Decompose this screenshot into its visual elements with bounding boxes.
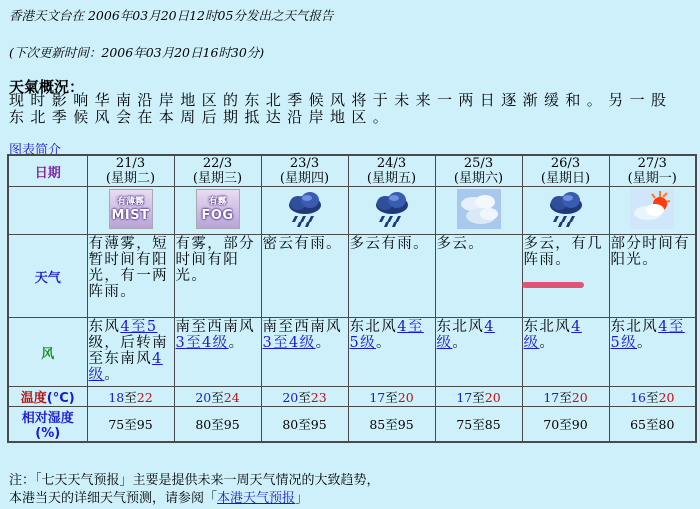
- max-humidity: 95: [136, 417, 153, 432]
- range-sep: 至: [211, 417, 224, 432]
- fog-icon: [196, 189, 240, 229]
- min-humidity: 80: [282, 417, 299, 432]
- min-temp: 17: [456, 389, 473, 405]
- weekday-text: (星期三): [192, 171, 243, 186]
- weather-description: [435, 235, 522, 318]
- wind-force-link[interactable]: 4级: [523, 319, 582, 351]
- range-sep: 至: [124, 417, 137, 432]
- range-sep: 至: [211, 389, 224, 405]
- range-sep: 至: [559, 417, 572, 432]
- wind-description: [435, 318, 522, 387]
- day-header-27-3: [609, 155, 696, 187]
- temperature-row-label: 温度(°C): [8, 387, 87, 407]
- temperature-row: [8, 387, 696, 407]
- weather-description: [348, 235, 435, 318]
- weather-description: [87, 235, 174, 318]
- min-temp: 18: [108, 389, 125, 405]
- report-issue-time: 香港天文台在 2006年03月20日12时05分发出之天气报告: [9, 8, 334, 23]
- weather-text: 有薄雾，短暂时间有阳光，有一两阵雨。: [88, 236, 168, 300]
- max-temp: 24: [223, 389, 240, 405]
- icon-label-zh: 有霧: [208, 196, 227, 207]
- max-humidity: 85: [484, 417, 501, 432]
- wind-force-link[interactable]: 4级: [436, 319, 495, 351]
- mist-icon: [109, 189, 153, 229]
- weather-description: [522, 235, 609, 318]
- cloudy-icon: [457, 189, 501, 229]
- sunny-periods-icon: [630, 189, 674, 229]
- date-text: 25/3: [463, 156, 494, 171]
- range-sep: 至: [385, 417, 398, 432]
- weekday-text: (星期四): [279, 171, 330, 186]
- range-sep: 至: [385, 389, 398, 405]
- weather-text: 多云有雨。: [349, 236, 429, 252]
- min-humidity: 75: [456, 417, 473, 432]
- date-text: 27/3: [637, 156, 667, 171]
- min-temp: 20: [282, 389, 299, 405]
- weather-icon-cell: [87, 187, 174, 235]
- weather-icon-cell: [261, 187, 348, 235]
- max-humidity: 90: [571, 417, 588, 432]
- temperature-range: [87, 387, 174, 407]
- wind-direction: 南至西南风: [175, 319, 255, 335]
- range-sep: 至: [298, 417, 311, 432]
- range-sep: 至: [472, 389, 485, 405]
- temperature-range: [522, 387, 609, 407]
- date-text: 23/3: [289, 156, 320, 171]
- min-humidity: 85: [369, 417, 386, 432]
- icon-row: [8, 187, 696, 235]
- temperature-range: [609, 387, 696, 407]
- max-temp: 20: [397, 389, 414, 405]
- wind-text: 。: [637, 335, 653, 351]
- wind-direction: 东北风: [349, 319, 398, 335]
- day-header-24-3: [348, 155, 435, 187]
- humidity-range: [87, 407, 174, 443]
- wind-text: 。: [539, 335, 556, 351]
- min-temp: 20: [195, 389, 212, 405]
- humidity-row-label: 相对湿度 (%): [8, 407, 87, 443]
- wind-force-link[interactable]: 4级: [88, 351, 163, 383]
- overview-title: 天氣概況：: [9, 78, 85, 96]
- max-humidity: 95: [223, 417, 240, 432]
- min-temp: 16: [630, 389, 646, 405]
- range-sep: 至: [559, 389, 572, 405]
- wind-direction: 东风: [88, 319, 121, 335]
- range-sep: 至: [645, 389, 659, 405]
- day-header-22-3: [174, 155, 261, 187]
- weather-row: [8, 235, 696, 318]
- weather-text: 部分时间有阳光。: [610, 236, 690, 268]
- wind-description: [261, 318, 348, 387]
- rain-cloud-icon: [283, 189, 327, 229]
- wind-description: [522, 318, 609, 387]
- wind-text: 。: [452, 335, 469, 351]
- humidity-range: [435, 407, 522, 443]
- weather-text: 有雾，部分时间有阳光。: [175, 236, 255, 284]
- humidity-row: [8, 407, 696, 443]
- max-humidity: 95: [397, 417, 414, 432]
- weather-icon-cell: [609, 187, 696, 235]
- wind-direction: 东北风: [436, 319, 485, 335]
- weather-icon-cell: [435, 187, 522, 235]
- max-humidity: 80: [658, 417, 675, 432]
- humidity-range: [609, 407, 696, 443]
- min-humidity: 65: [630, 417, 646, 432]
- max-temp: 20: [484, 389, 501, 405]
- min-humidity: 75: [108, 417, 125, 432]
- legend-link[interactable]: 图表简介: [9, 143, 62, 158]
- weather-text: 多云。: [436, 236, 485, 252]
- wind-direction: 南至西南风: [262, 319, 342, 335]
- date-text: 22/3: [202, 156, 233, 171]
- wind-text: 。: [104, 367, 121, 383]
- min-temp: 17: [369, 389, 386, 405]
- weather-description: [174, 235, 261, 318]
- range-sep: 至: [298, 389, 311, 405]
- max-temp: 22: [136, 389, 153, 405]
- range-sep: 至: [124, 389, 137, 405]
- icon-row-label: [8, 187, 87, 235]
- wind-text: 。: [376, 335, 392, 351]
- wind-force-link[interactable]: 4至5: [120, 319, 158, 335]
- weather-icon-cell: [522, 187, 609, 235]
- wind-force-link[interactable]: 3至4级: [175, 335, 229, 351]
- weather-description: [261, 235, 348, 318]
- temperature-range: [261, 387, 348, 407]
- min-humidity: 70: [543, 417, 560, 432]
- weather-icon-cell: [174, 187, 261, 235]
- weather-description: [609, 235, 696, 318]
- wind-description: [174, 318, 261, 387]
- humidity-range: [522, 407, 609, 443]
- weather-text: 密云有雨。: [262, 236, 342, 252]
- humidity-range: [174, 407, 261, 443]
- day-header-26-3: [522, 155, 609, 187]
- temperature-range: [435, 387, 522, 407]
- day-header-21-3: [87, 155, 174, 187]
- wind-row-label: 风: [8, 318, 87, 387]
- note-line-2: 本港当天的详细天气预测，请参阅「本港天气预报」: [9, 491, 309, 506]
- date-text: 26/3: [550, 156, 581, 171]
- weekday-text: (星期一): [627, 171, 677, 186]
- wind-direction: 东北风: [523, 319, 572, 335]
- note-line-1: 注：「七天天气预报」主要是提供未来一周天气情况的大致趋势，: [9, 473, 380, 488]
- date-text: 24/3: [376, 156, 407, 171]
- highlight-mark: [522, 282, 584, 288]
- rain-cloud-icon: [544, 189, 588, 229]
- date-row: [8, 155, 696, 187]
- weather-icon-cell: [348, 187, 435, 235]
- temperature-range: [174, 387, 261, 407]
- humidity-range: [348, 407, 435, 443]
- seven-day-forecast-table: [7, 154, 697, 443]
- max-temp: 23: [310, 389, 327, 405]
- weekday-text: (星期六): [453, 171, 504, 186]
- wind-direction: 东北风: [610, 319, 659, 335]
- weekday-text: (星期二): [105, 171, 156, 186]
- temperature-range: [348, 387, 435, 407]
- wind-force-link[interactable]: 3至4级: [262, 335, 316, 351]
- date-row-label: 日期: [8, 155, 87, 187]
- wind-description: [348, 318, 435, 387]
- max-temp: 20: [658, 389, 675, 405]
- wind-text: 。: [315, 335, 332, 351]
- next-update-time: (下次更新时间：2006年03月20日16时30分): [9, 45, 265, 60]
- weekday-text: (星期五): [366, 171, 417, 186]
- wind-description: [87, 318, 174, 387]
- wind-force-link[interactable]: 4至5级: [349, 319, 424, 351]
- weather-text: 多云，有几阵雨。: [523, 236, 603, 268]
- wind-text: 级，后转南至东南风: [88, 335, 168, 367]
- range-sep: 至: [645, 417, 659, 432]
- humidity-range: [261, 407, 348, 443]
- icon-label-en: FOG: [201, 207, 234, 223]
- date-text: 21/3: [115, 156, 146, 171]
- min-humidity: 80: [195, 417, 212, 432]
- weekday-text: (星期日): [540, 171, 591, 186]
- range-sep: 至: [472, 417, 485, 432]
- wind-row: [8, 318, 696, 387]
- icon-label-en: MIST: [111, 207, 150, 223]
- max-humidity: 95: [310, 417, 327, 432]
- max-temp: 20: [571, 389, 588, 405]
- wind-description: [609, 318, 696, 387]
- wind-text: 。: [228, 335, 245, 351]
- day-header-25-3: [435, 155, 522, 187]
- wind-force-link[interactable]: 4至5级: [610, 319, 685, 351]
- icon-label-zh: 有薄霧: [116, 196, 144, 207]
- min-temp: 17: [543, 389, 560, 405]
- overview-text: 现时影响华南沿岸地区的东北季候风将于未来一两日逐渐缓和。另一股东北季候风会在本周后期抵达沿岸地区。: [9, 91, 673, 126]
- local-forecast-link[interactable]: 本港天气预报: [217, 491, 296, 506]
- weather-row-label: 天气: [8, 235, 87, 318]
- rain-cloud-icon: [370, 189, 414, 229]
- day-header-23-3: [261, 155, 348, 187]
